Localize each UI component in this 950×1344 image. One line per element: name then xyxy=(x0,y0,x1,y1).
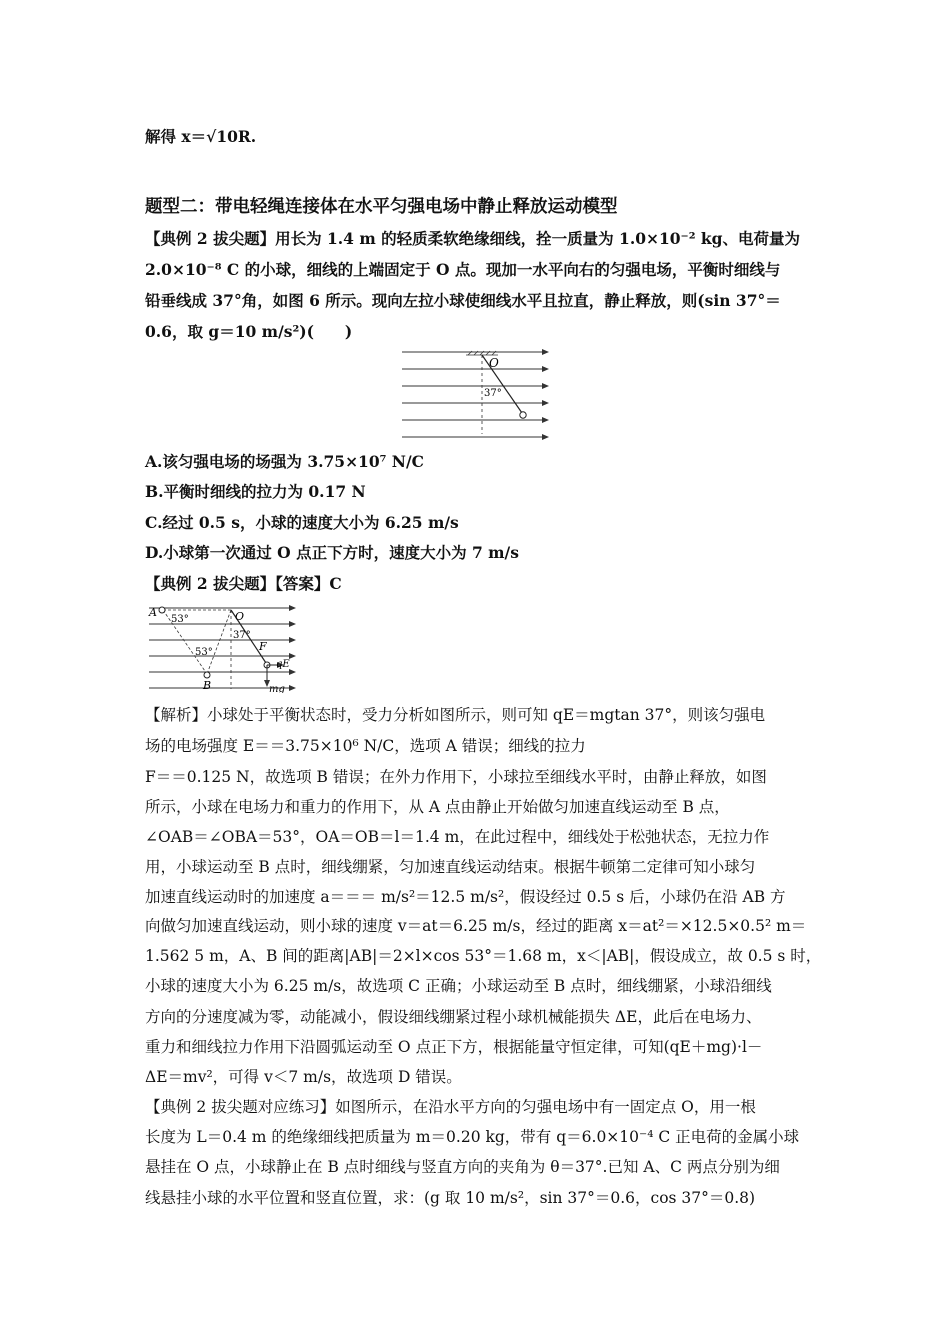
ball-at-a xyxy=(159,607,165,613)
practice-line-3: 悬挂在 O 点，小球静止在 B 点时细线与竖直方向的夹角为 θ＝37°.已知 A、C 两点分别为细 xyxy=(145,1158,780,1176)
label-mg: mg xyxy=(269,684,285,693)
angle-37-label: 37° xyxy=(484,388,502,399)
analysis-line-2: 场的电场强度 E＝＝3.75×10⁶ N/C，选项 A 错误；细线的拉力 xyxy=(145,737,586,755)
analysis-line-10: 小球的速度大小为 6.25 m/s，故选项 C 正确；小球运动至 B 点时，细线绷紧，小球沿细线 xyxy=(145,977,772,995)
angle-53-bottom-label: 53° xyxy=(195,647,213,658)
answer-line: 【典例 2 拔尖题】【答案】C xyxy=(145,574,342,593)
previous-solution-line: 解得 x＝√10R. xyxy=(145,127,257,146)
label-f: F xyxy=(259,640,267,653)
option-a: A.该匀强电场的场强为 3.75×10⁷ N/C xyxy=(145,452,424,471)
option-d: D.小球第一次通过 O 点正下方时，速度大小为 7 m/s xyxy=(145,543,519,562)
analysis-line-13: ΔE＝mv²，可得 v＜7 m/s，故选项 D 错误。 xyxy=(145,1068,462,1086)
string xyxy=(482,355,522,413)
angle-53-top-label: 53° xyxy=(171,614,189,625)
field-lines xyxy=(402,352,548,437)
label-o: O xyxy=(235,610,245,623)
analysis-line-1: 【解析】小球处于平衡状态时，受力分析如图所示，则可知 qE＝mgtan 37°，则该匀强电 xyxy=(145,706,766,724)
practice-line-2: 长度为 L＝0.4 m 的绝缘细线把质量为 m＝0.20 kg，带有 q＝6.0×10⁻⁴ C 正电荷的金属小球 xyxy=(145,1128,800,1146)
charged-ball xyxy=(520,412,526,418)
example-line-1: 【典例 2 拔尖题】用长为 1.4 m 的轻质柔软绝缘细线，拴一质量为 1.0×10⁻² kg、电荷量为 xyxy=(145,229,800,248)
section-title: 题型二：带电轻绳连接体在水平匀强电场中静止释放运动模型 xyxy=(145,197,618,217)
figure-6-pendulum-diagram xyxy=(398,346,554,442)
analysis-line-12: 重力和细线拉力作用下沿圆弧运动至 O 点正下方，根据能量守恒定律，可知(qE＋mg)·l－ xyxy=(145,1038,763,1056)
analysis-line-3: F＝＝0.125 N，故选项 B 错误；在外力作用下，小球拉至细线水平时，由静止释放，如图 xyxy=(145,768,767,786)
angle-37-label: 37° xyxy=(233,630,251,641)
option-b: B.平衡时细线的拉力为 0.17 N xyxy=(145,482,366,501)
analysis-line-6: 用，小球运动至 B 点时，细线绷紧，匀加速直线运动结束。根据牛顿第二定律可知小球匀 xyxy=(145,858,756,876)
analysis-line-4: 所示，小球在电场力和重力的作用下，从 A 点由静止开始做匀加速直线运动至 B 点， xyxy=(145,798,730,816)
label-a: A xyxy=(149,606,157,619)
analysis-line-5: ∠OAB＝∠OBA＝53°，OA＝OB＝l＝1.4 m，在此过程中，细线处于松弛状态，无拉力作 xyxy=(145,828,770,846)
ball-at-b xyxy=(204,672,210,678)
label-b: B xyxy=(203,679,212,692)
analysis-line-11: 方向的分速度减为零，动能减小，假设细线绷紧过程小球机械能损失 ΔE，此后在电场力、 xyxy=(145,1008,762,1026)
practice-line-4: 线悬挂小球的水平位置和竖直位置，求：(g 取 10 m/s²，sin 37°＝0.6，cos 37°＝0.8) xyxy=(145,1189,756,1207)
point-o-label: O xyxy=(489,356,499,370)
practice-line-1: 【典例 2 拔尖题对应练习】如图所示，在沿水平方向的匀强电场中有一固定点 O，用一根 xyxy=(145,1098,756,1116)
analysis-line-8: 向做匀加速直线运动，则小球的速度 v＝at＝6.25 m/s，经过的距离 x＝at²＝×12.5×0.5² m＝ xyxy=(145,917,807,935)
analysis-line-7: 加速直线运动时的加速度 a＝＝＝ m/s²＝12.5 m/s²，假设经过 0.5 s 后，小球仍在沿 AB 方 xyxy=(145,888,786,906)
example-line-3: 铅垂线成 37°角，如图 6 所示。现向左拉小球使细线水平且拉直，静止释放，则(sin 37°＝ xyxy=(145,291,781,310)
force-analysis-diagram xyxy=(145,603,303,693)
example-line-2: 2.0×10⁻⁸ C 的小球，细线的上端固定于 O 点。现加一水平向右的匀强电场，平衡时细线与 xyxy=(145,260,781,279)
analysis-line-9: 1.562 5 m，A、B 间的距离|AB|＝2×l×cos 53°＝1.68 m，x＜|AB|，假设成立，故 0.5 s 时， xyxy=(145,947,822,965)
option-c: C.经过 0.5 s，小球的速度大小为 6.25 m/s xyxy=(145,513,459,532)
example-line-4: 0.6，取 g＝10 m/s²)( ) xyxy=(145,322,353,341)
string-ob xyxy=(207,610,231,674)
label-qe: qE xyxy=(276,659,290,670)
